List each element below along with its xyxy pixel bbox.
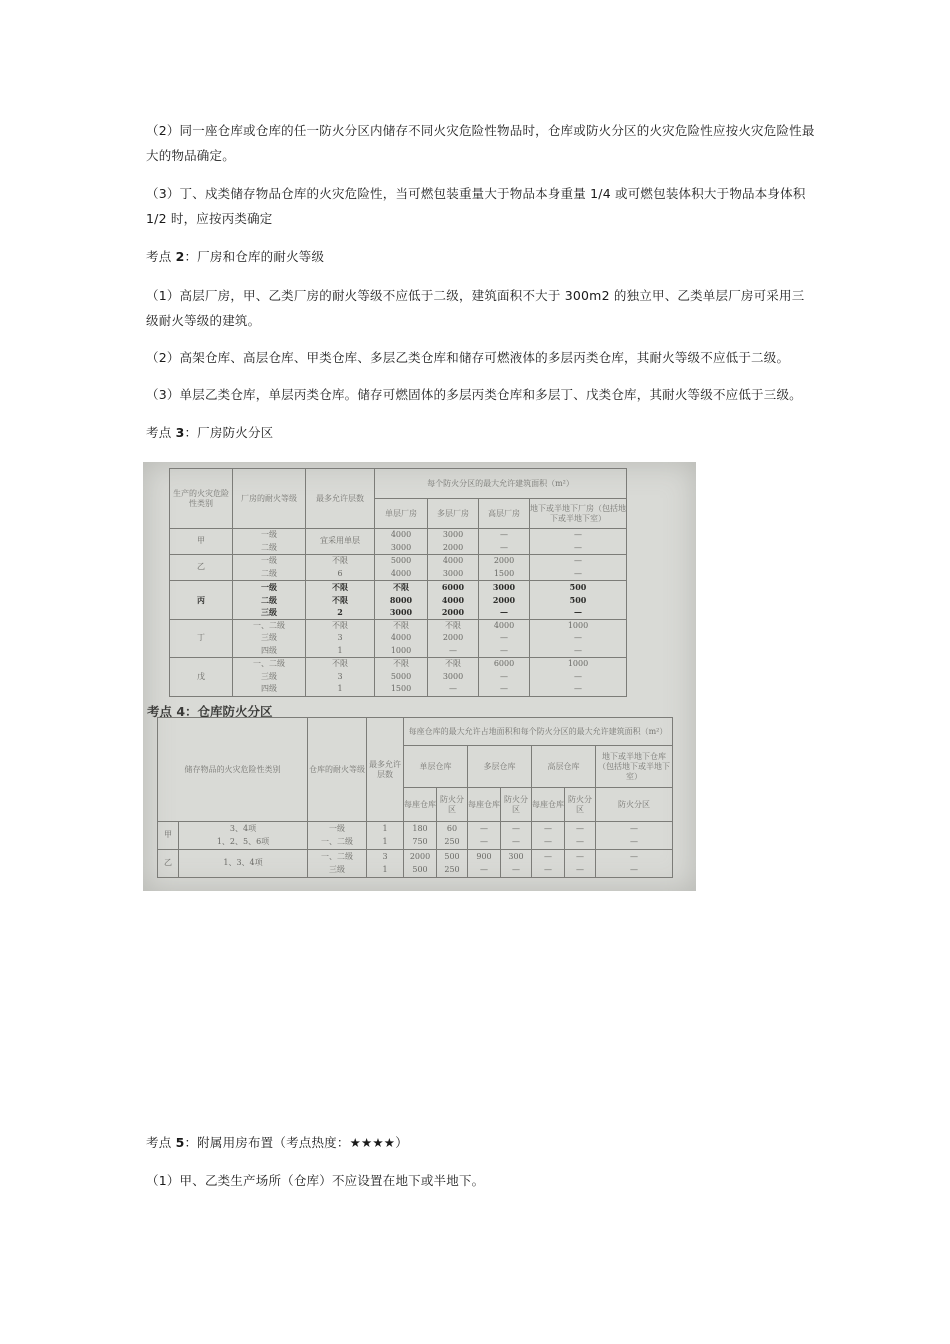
cell-single-zone: 60 250 bbox=[437, 822, 468, 850]
header-single: 单层仓库 bbox=[404, 746, 468, 788]
cell-category: 丙 bbox=[170, 581, 233, 620]
kd2-item-1: （1）高层厂房，甲、乙类厂房的耐火等级不应低于二级，建筑面积不大于 300m2 的独立甲、乙类单层厂房可采用三级耐火等级的建筑。 bbox=[146, 288, 805, 328]
cell-category: 乙 bbox=[170, 555, 233, 581]
cell-high-zone: — — bbox=[565, 822, 596, 850]
cell-floors: 不限 6 bbox=[306, 555, 375, 581]
cell-basement: 500 500 — bbox=[530, 581, 627, 620]
cell-grade: 一、二级 三级 四级 bbox=[233, 658, 306, 697]
cell-multi: 6000 4000 2000 bbox=[428, 581, 479, 620]
cell-multi: 不限 2000 — bbox=[428, 619, 479, 658]
cell-multi: 不限 3000 — bbox=[428, 658, 479, 697]
header-single: 单层厂房 bbox=[375, 499, 428, 529]
header-multi: 多层仓库 bbox=[468, 746, 532, 788]
header-zone: 防火分区 bbox=[437, 788, 468, 822]
cell-basement: — — bbox=[530, 529, 627, 555]
cell-single-zone: 500 250 bbox=[437, 850, 468, 878]
cell-high: 2000 1500 bbox=[479, 555, 530, 581]
cell-high: — — bbox=[479, 529, 530, 555]
cell-multi-zone: — — bbox=[501, 822, 532, 850]
cell-floors: 3 1 bbox=[367, 850, 404, 878]
cell-floors: 1 1 bbox=[367, 822, 404, 850]
header-floors: 最多允许层数 bbox=[306, 469, 375, 529]
header-multi: 多层厂房 bbox=[428, 499, 479, 529]
cell-floors: 不限 3 1 bbox=[306, 658, 375, 697]
cell-multi-each: — — bbox=[468, 822, 501, 850]
cell-category: 甲 bbox=[170, 529, 233, 555]
header-basement: 地下或半地下仓库（包括地下或半地下室） bbox=[596, 746, 673, 788]
heading-prefix: 考点 bbox=[146, 425, 176, 440]
heading-title: ：附属用房布置（考点热度：★★★★） bbox=[184, 1135, 408, 1150]
cell-items: 1、3、4项 bbox=[179, 850, 308, 878]
header-category: 生产的火灾危险性类别 bbox=[170, 469, 233, 529]
cell-grade: 一级 二级 bbox=[233, 529, 306, 555]
paragraph-3: （3）丁、戍类储存物品仓库的火灾危险性，当可燃包装重量大于物品本身重量 1/4 或可燃包装体积大于物品本身体积1/2 时，应按丙类确定 bbox=[146, 186, 806, 226]
cell-single-each: 180 750 bbox=[404, 822, 437, 850]
cell-high-each: — — bbox=[532, 850, 565, 878]
cell-grade: 一、二级 三级 四级 bbox=[233, 619, 306, 658]
header-category: 储存物品的火灾危险性类别 bbox=[158, 718, 308, 822]
cell-multi: 3000 2000 bbox=[428, 529, 479, 555]
header-basement: 地下或半地下厂房（包括地下或半地下室） bbox=[530, 499, 627, 529]
heading-number: 2 bbox=[175, 249, 185, 264]
paragraph-2: （2）同一座仓库或仓库的任一防火分区内储存不同火灾危险性物品时，仓库或防火分区的火灾危险性应按火灾危险性最大的物品确定。 bbox=[146, 123, 815, 163]
cell-category: 甲 bbox=[158, 822, 179, 850]
table2-title: 考点 4：仓库防火分区 bbox=[147, 704, 273, 719]
cell-floors: 宜采用单层 bbox=[306, 529, 375, 555]
heading-kd2 bbox=[146, 244, 816, 269]
cell-single: 不限 5000 1500 bbox=[375, 658, 428, 697]
cell-category: 戊 bbox=[170, 658, 233, 697]
table-row bbox=[170, 658, 627, 697]
factory-fire-zone-table bbox=[169, 468, 627, 697]
table-row bbox=[158, 822, 673, 850]
heading-number: 5 bbox=[175, 1135, 185, 1150]
warehouse-fire-zone-table bbox=[157, 717, 673, 878]
heading-prefix: 考点 bbox=[146, 249, 176, 264]
cell-basement-zone: — — bbox=[596, 850, 673, 878]
cell-floors: 不限 不限 2 bbox=[306, 581, 375, 620]
header-zone: 防火分区 bbox=[565, 788, 596, 822]
header-each: 每座仓库 bbox=[468, 788, 501, 822]
cell-grade: 一、二级 三级 bbox=[308, 850, 367, 878]
header-area-group: 每个防火分区的最大允许建筑面积（m²） bbox=[375, 469, 627, 499]
cell-basement-zone: — — bbox=[596, 822, 673, 850]
kd2-item-2: （2）高架仓库、高层仓库、甲类仓库、多层乙类仓库和储存可燃液体的多层丙类仓库，其耐火等级不应低于二级。 bbox=[146, 350, 790, 365]
cell-high: 4000 — — bbox=[479, 619, 530, 658]
heading-title: ：厂房和仓库的耐火等级 bbox=[184, 249, 325, 264]
cell-single: 不限 4000 1000 bbox=[375, 619, 428, 658]
cell-items: 3、4项 1、2、5、6项 bbox=[179, 822, 308, 850]
cell-grade: 一级 二级 bbox=[233, 555, 306, 581]
cell-category: 乙 bbox=[158, 850, 179, 878]
cell-high-each: — — bbox=[532, 822, 565, 850]
cell-basement: 1000 — — bbox=[530, 619, 627, 658]
kd5-item-1: （1）甲、乙类生产场所（仓库）不应设置在地下或半地下。 bbox=[146, 1173, 485, 1188]
heading-title: ：厂房防火分区 bbox=[184, 425, 274, 440]
cell-grade: 一级 一、二级 bbox=[308, 822, 367, 850]
heading-kd3 bbox=[146, 420, 816, 445]
cell-floors: 不限 3 1 bbox=[306, 619, 375, 658]
table-row bbox=[158, 850, 673, 878]
table-photo bbox=[143, 462, 696, 891]
cell-grade: 一级 二级 三级 bbox=[233, 581, 306, 620]
header-high: 高层厂房 bbox=[479, 499, 530, 529]
cell-multi-each: 900 — bbox=[468, 850, 501, 878]
cell-single-each: 2000 500 bbox=[404, 850, 437, 878]
cell-single: 4000 3000 bbox=[375, 529, 428, 555]
header-grade: 仓库的耐火等级 bbox=[308, 718, 367, 822]
header-each: 每座仓库 bbox=[532, 788, 565, 822]
header-grade: 厂房的耐火等级 bbox=[233, 469, 306, 529]
table-row bbox=[170, 529, 627, 555]
heading-prefix: 考点 bbox=[146, 1135, 176, 1150]
table-row bbox=[170, 619, 627, 658]
header-zone: 防火分区 bbox=[596, 788, 673, 822]
cell-basement: — — bbox=[530, 555, 627, 581]
cell-single: 5000 4000 bbox=[375, 555, 428, 581]
kd2-item-3: （3）单层乙类仓库，单层丙类仓库。储存可燃固体的多层丙类仓库和多层丁、戊类仓库，其耐火等级不应低于三级。 bbox=[146, 387, 802, 402]
cell-high: 3000 2000 — bbox=[479, 581, 530, 620]
header-area-group: 每座仓库的最大允许占地面积和每个防火分区的最大允许建筑面积（m²） bbox=[404, 718, 673, 746]
cell-single: 不限 8000 3000 bbox=[375, 581, 428, 620]
table-row bbox=[170, 555, 627, 581]
cell-high: 6000 — — bbox=[479, 658, 530, 697]
header-each: 每座仓库 bbox=[404, 788, 437, 822]
header-zone: 防火分区 bbox=[501, 788, 532, 822]
header-floors: 最多允许层数 bbox=[367, 718, 404, 822]
heading-number: 3 bbox=[175, 425, 185, 440]
header-high: 高层仓库 bbox=[532, 746, 596, 788]
cell-multi-zone: 300 — bbox=[501, 850, 532, 878]
cell-basement: 1000 — — bbox=[530, 658, 627, 697]
table-row bbox=[170, 581, 627, 620]
cell-high-zone: — — bbox=[565, 850, 596, 878]
cell-category: 丁 bbox=[170, 619, 233, 658]
heading-kd5 bbox=[146, 1130, 816, 1155]
cell-multi: 4000 3000 bbox=[428, 555, 479, 581]
